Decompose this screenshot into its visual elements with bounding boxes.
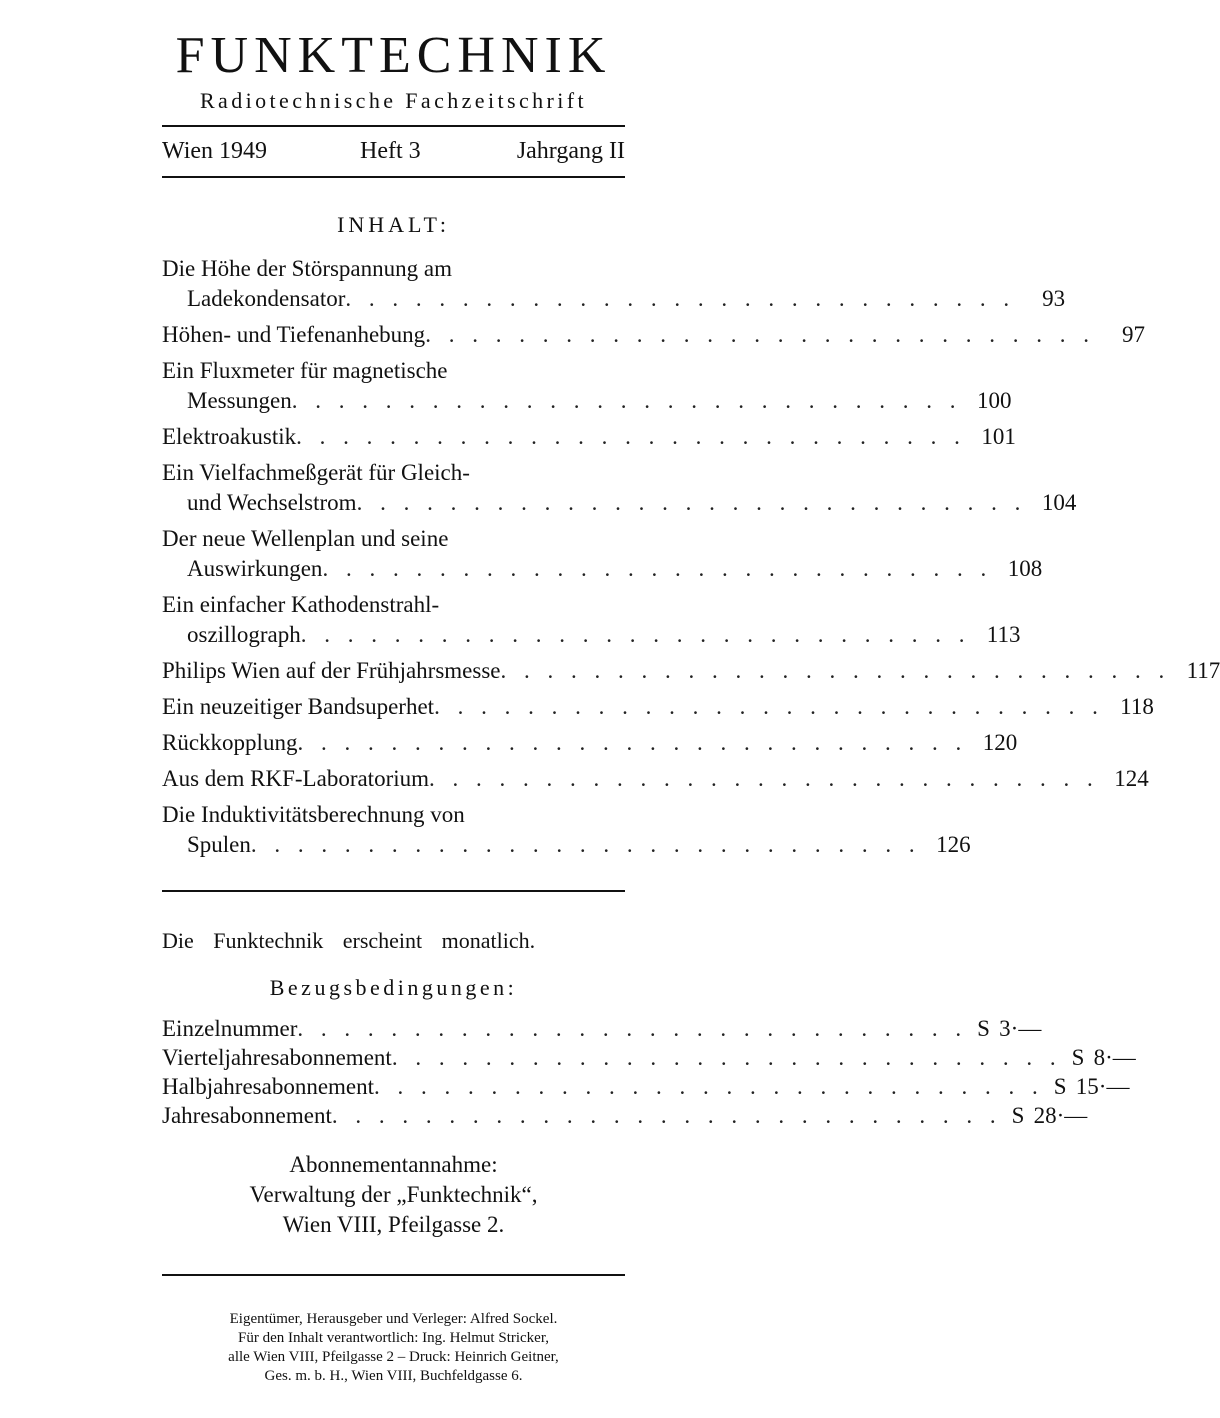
- header-rule-top: [162, 125, 625, 127]
- toc-entry-line: [162, 284, 1066, 314]
- toc-entry-line: [162, 488, 1077, 518]
- price-label: Vierteljahresabonnement: [162, 1045, 392, 1070]
- toc-leader-row: [162, 764, 1149, 794]
- subscription-line: Verwaltung der „Funktechnik“,: [249, 1182, 538, 1207]
- toc-entry-title: Ein neuzeitiger Bandsuperhet: [162, 694, 435, 719]
- price-dot-leader: . . . . . . . . . . . . . . . . . . . . . . . . . . . . .: [374, 1074, 1044, 1099]
- toc-dot-leader: . . . . . . . . . . . . . . . . . . . . . . . . . . . . .: [296, 424, 966, 449]
- toc-leader-row: [162, 728, 1018, 758]
- toc-entry-title: Ladekondensator: [187, 286, 346, 311]
- toc-entry-title: Aus dem RKF-Laboratorium: [162, 766, 430, 791]
- toc-leader-row: [162, 656, 1220, 686]
- imprint-line: Eigentümer, Herausgeber und Verleger: Alfred Sockel.: [229, 1311, 558, 1327]
- price-dot-leader: . . . . . . . . . . . . . . . . . . . . . . . . . . . . .: [331, 1103, 1002, 1128]
- toc-entry-line: Der neue Wellenplan und seine: [162, 526, 449, 551]
- price-label: Einzelnummer: [162, 1016, 298, 1041]
- toc-leader-row: [187, 488, 1077, 518]
- toc-page-number: 124: [1114, 766, 1149, 791]
- toc-dot-leader: . . . . . . . . . . . . . . . . . . . . . . . . . . . . .: [297, 730, 968, 755]
- toc-page-number: 101: [981, 424, 1016, 449]
- toc-leader-row: [187, 830, 971, 860]
- toc-entry-title: Rückkopplung: [162, 730, 298, 755]
- toc-entry-line: [162, 422, 1016, 452]
- toc-page-number: 126: [936, 832, 971, 857]
- terms-heading: Bezugsbedingungen:: [269, 975, 518, 1000]
- toc-entry-title: Spulen: [187, 832, 251, 857]
- price-row: [162, 1014, 1042, 1043]
- toc-entry-title: Höhen- und Tiefenanhebung: [162, 322, 426, 347]
- price-row: [162, 1072, 1130, 1101]
- imprint: [162, 1310, 625, 1386]
- toc-dot-leader: . . . . . . . . . . . . . . . . . . . . . . . . . . . . .: [250, 832, 921, 857]
- toc-leader-row: [187, 620, 1021, 650]
- toc-entry-title: Messungen: [187, 388, 292, 413]
- toc-dot-leader: . . . . . . . . . . . . . . . . . . . . . . . . . . . . .: [356, 490, 1027, 515]
- price-amount: 3·—: [999, 1016, 1042, 1041]
- toc-entry-line: [162, 728, 1018, 758]
- imprint-line: alle Wien VIII, Pfeilgasse 2 – Druck: Heinrich Geitner,: [228, 1349, 559, 1365]
- magazine-subtitle: Radiotechnische Fachzeitschrift: [199, 88, 588, 113]
- toc-entry-title: Auswirkungen: [187, 556, 323, 581]
- price-currency: S: [977, 1016, 990, 1041]
- price-dot-leader: . . . . . . . . . . . . . . . . . . . . . . . . . . . . .: [297, 1016, 968, 1041]
- price-dot-leader: . . . . . . . . . . . . . . . . . . . . . . . . . . . . .: [391, 1045, 1062, 1070]
- price-label: Jahresabonnement: [162, 1103, 332, 1128]
- toc-page-number: 120: [982, 730, 1018, 755]
- toc-heading: INHALT:: [337, 212, 450, 237]
- place-year: Wien 1949: [162, 138, 268, 164]
- toc-entry-title: Philips Wien auf der Frühjahrsmesse: [162, 658, 501, 683]
- toc-dot-leader: . . . . . . . . . . . . . . . . . . . . . . . . . . . . .: [425, 322, 1095, 347]
- toc-dot-leader: . . . . . . . . . . . . . . . . . . . . . . . . . . . . .: [345, 286, 1016, 311]
- toc-entry-line: Die Höhe der Störspannung am: [162, 256, 452, 281]
- toc-entry-line: [162, 320, 1145, 350]
- toc-entry-line: [162, 830, 971, 860]
- subscription-line: Wien VIII, Pfeilgasse 2.: [282, 1212, 505, 1237]
- toc-dot-leader: . . . . . . . . . . . . . . . . . . . . . . . . . . . . .: [291, 388, 962, 413]
- imprint-line: Ges. m. b. H., Wien VIII, Buchfeldgasse 6.: [264, 1368, 523, 1384]
- issue-number: Heft 3: [360, 138, 421, 164]
- toc-entry-title: und Wechselstrom: [187, 490, 357, 515]
- toc-leader-row: [187, 554, 1043, 584]
- toc-entry-title: oszillograph: [187, 622, 301, 647]
- toc-entry-line: [162, 692, 1154, 722]
- magazine-title: FUNKTECHNIK: [175, 27, 612, 84]
- toc-dot-leader: . . . . . . . . . . . . . . . . . . . . . . . . . . . . .: [434, 694, 1104, 719]
- toc-leader-row: [162, 320, 1145, 350]
- imprint-rule: [162, 1274, 625, 1276]
- price-amount: 15·—: [1075, 1074, 1130, 1099]
- toc-entry-line: [162, 764, 1149, 794]
- toc-dot-leader: . . . . . . . . . . . . . . . . . . . . . . . . . . . . .: [300, 622, 971, 647]
- toc-page-number: 108: [1007, 556, 1043, 581]
- subscription-info: [162, 1150, 625, 1240]
- price-list: [162, 1014, 1136, 1130]
- table-of-contents: [162, 254, 1220, 866]
- toc-page-number: 100: [977, 388, 1012, 413]
- toc-entry-line: Ein Vielfachmeßgerät für Gleich-: [162, 460, 470, 485]
- toc-spacer: [162, 860, 625, 866]
- header-rule-bottom: [162, 176, 625, 178]
- imprint-line: Für den Inhalt verantwortlich: Ing. Helmut Stricker,: [238, 1330, 549, 1346]
- toc-page-number: 97: [1121, 322, 1145, 347]
- toc-page-number: 118: [1120, 694, 1154, 719]
- toc-entry-line: [162, 620, 1021, 650]
- toc-page-number: 93: [1042, 286, 1066, 311]
- subscription-line: Abonnementannahme:: [289, 1152, 498, 1177]
- price-amount: 28·—: [1033, 1103, 1088, 1128]
- toc-entry-line: Ein Fluxmeter für magnetische: [162, 358, 448, 383]
- toc-leader-row: [187, 386, 1012, 416]
- toc-dot-leader: . . . . . . . . . . . . . . . . . . . . . . . . . . . . .: [500, 658, 1171, 683]
- toc-page-number: 104: [1041, 490, 1077, 515]
- toc-leader-row: [162, 692, 1154, 722]
- toc-entry-line: [162, 554, 1043, 584]
- toc-dot-leader: . . . . . . . . . . . . . . . . . . . . . . . . . . . . .: [429, 766, 1099, 791]
- frequency-note: Die Funktechnik erscheint monatlich.: [162, 928, 536, 953]
- volume: Jahrgang II: [516, 138, 625, 164]
- toc-entry-line: [162, 656, 1220, 686]
- price-currency: S: [1053, 1074, 1067, 1099]
- price-currency: S: [1011, 1103, 1025, 1128]
- toc-leader-row: [162, 422, 1016, 452]
- toc-entry-line: [162, 386, 1012, 416]
- toc-entry-title: Elektroakustik: [162, 424, 297, 449]
- toc-entry-line: Die Induktivitätsberechnung von: [162, 802, 465, 827]
- toc-entry-line: Ein einfacher Kathodenstrahl-: [162, 592, 440, 617]
- price-currency: S: [1071, 1045, 1085, 1070]
- toc-dot-leader: . . . . . . . . . . . . . . . . . . . . . . . . . . . . .: [322, 556, 993, 581]
- price-row: [162, 1101, 1088, 1130]
- toc-leader-row: [187, 284, 1066, 314]
- price-row: [162, 1043, 1136, 1072]
- price-amount: 8·—: [1093, 1045, 1136, 1070]
- toc-bottom-rule: [162, 890, 625, 892]
- toc-page-number: 117: [1186, 658, 1220, 683]
- toc-page-number: 113: [986, 622, 1021, 647]
- issue-line: [162, 136, 625, 166]
- price-label: Halbjahresabonnement: [162, 1074, 375, 1099]
